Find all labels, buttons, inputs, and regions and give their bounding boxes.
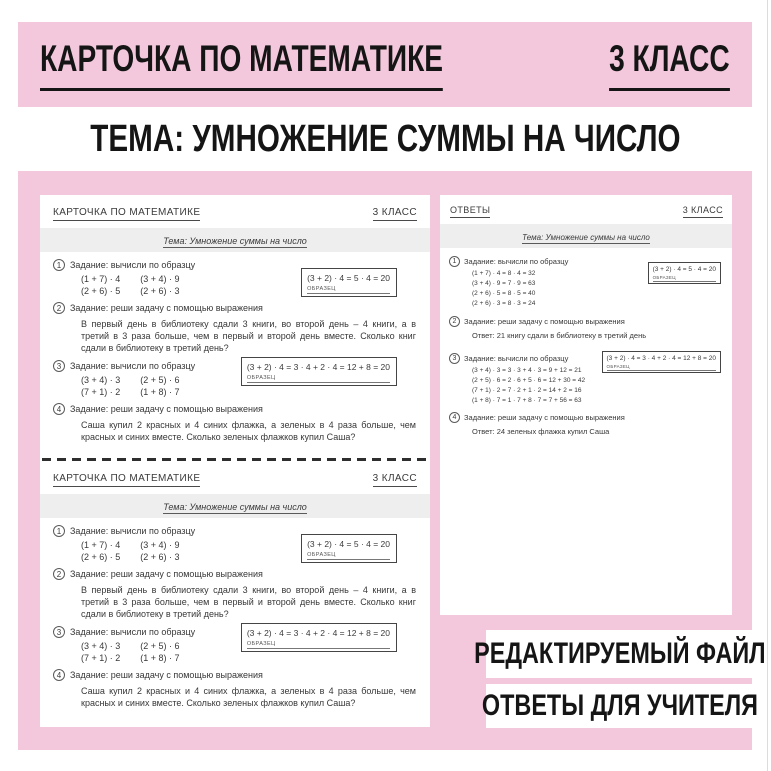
task-2-head [53, 302, 418, 314]
answer-line: (1 + 7) · 4 = 8 · 4 = 32 [472, 270, 536, 277]
example-label: ОБРАЗЕЦ [653, 275, 716, 282]
sheet-theme-band [40, 228, 430, 252]
task-4 [53, 403, 418, 443]
expression: (1 + 7) · 4 [81, 540, 121, 550]
theme-title: ТЕМА: УМНОЖЕНИЕ СУММЫ НА ЧИСЛО [90, 117, 681, 160]
task-number-badge: 2 [53, 568, 65, 580]
answer-line: (3 + 4) · 3 = 3 · 3 + 4 · 3 = 9 + 12 = 21 [472, 366, 582, 374]
task-label: Задание: реши задачу с помощью выражения [70, 303, 263, 313]
example-label: ОБРАЗЕЦ [307, 552, 390, 560]
task-number-badge: 3 [449, 353, 460, 364]
expression: (7 + 1) · 2 [81, 387, 121, 397]
right-edge-line [767, 0, 768, 771]
answer-text: Ответ: 24 зеленых флажка купил Саша [472, 427, 610, 436]
answer-task-3 [449, 353, 724, 406]
answers-title: ОТВЕТЫ [450, 205, 490, 218]
expression: (1 + 8) · 7 [140, 653, 180, 663]
example-box [241, 357, 397, 386]
answer-task-4-head [449, 412, 724, 423]
example-box [602, 351, 721, 373]
answer-text: Ответ: 21 книгу сдали в библиотеку в третий день [472, 330, 647, 340]
sheet-body [40, 518, 430, 709]
expression: (3 + 4) · 9 [140, 540, 180, 550]
example-expression: (3 + 2) · 4 = 3 · 4 + 2 · 4 = 12 + 8 = 20 [246, 362, 390, 372]
task-label: Задание: реши задачу с помощью выражения [70, 404, 263, 414]
worksheet-sheet-1 [40, 195, 430, 461]
example-expression: (3 + 2) · 4 = 3 · 4 + 2 · 4 = 12 + 8 = 20 [606, 354, 716, 362]
answer-task-1 [449, 256, 724, 309]
expression: (2 + 6) · 5 [81, 286, 121, 296]
example-box [301, 534, 397, 563]
expression: (2 + 5) · 6 [140, 641, 180, 651]
expression: (1 + 8) · 7 [140, 387, 180, 397]
expression: (1 + 7) · 4 [81, 274, 121, 284]
task-number-badge: 1 [449, 256, 460, 267]
worksheet-card [40, 195, 430, 727]
task-number-badge: 1 [53, 259, 65, 271]
task-label: Задание: вычисли по образцу [70, 526, 196, 536]
task-4 [53, 669, 418, 709]
answer-task-2 [449, 316, 724, 340]
task-label: Задание: вычисли по образцу [464, 353, 569, 363]
task-2-head [53, 568, 418, 580]
sheet-title: КАРТОЧКА ПО МАТЕМАТИКЕ [53, 207, 200, 221]
task-number-badge: 4 [53, 669, 65, 681]
task-1 [53, 525, 418, 562]
answers-header [440, 195, 732, 218]
teacher-answers-badge [481, 684, 758, 728]
task-label: Задание: реши задачу с помощью выражения [464, 413, 625, 422]
example-label: ОБРАЗЕЦ [307, 286, 390, 294]
sheet-body [40, 252, 430, 443]
example-expression: (3 + 2) · 4 = 5 · 4 = 20 [307, 539, 390, 549]
task-text: В первый день в библиотеку сдали 3 книги, во второй день – 4 книги, а в третий в 3 раза больше, чем в первый и второй день вместе. Сколько книг сдали в библиотеку в третий день? [81, 319, 416, 353]
sheet-theme-label: Тема: Умножение суммы на число [163, 236, 307, 246]
example-box [241, 623, 397, 652]
task-3 [53, 360, 418, 397]
teacher-answers-label: ОТВЕТЫ ДЛЯ УЧИТЕЛЯ [481, 689, 758, 722]
example-expression: (3 + 2) · 4 = 5 · 4 = 20 [307, 273, 390, 283]
task-4-head [53, 403, 418, 415]
sheet-title: КАРТОЧКА ПО МАТЕМАТИКЕ [53, 473, 200, 487]
sheet-grade: 3 КЛАСС [373, 207, 417, 221]
sheet-header [40, 461, 430, 487]
expression: (2 + 5) · 6 [140, 375, 180, 385]
task-text: Саша купил 2 красных и 4 синих флажка, а зеленых в 4 раза больше, чем красных и синих вместе. Сколько зеленых флажков купил Саша? [81, 686, 416, 708]
example-label: ОБРАЗЕЦ [247, 641, 390, 649]
task-number-badge: 4 [449, 412, 460, 423]
task-label: Задание: вычисли по образцу [70, 361, 196, 371]
answer-line: (2 + 6) · 3 = 8 · 3 = 24 [472, 300, 536, 307]
task-number-badge: 2 [53, 302, 65, 314]
task-text: В первый день в библиотеку сдали 3 книги, во второй день – 4 книги, а в третий в 3 раза больше, чем в первый и второй день вместе. Сколько книг сдали в библиотеку в третий день? [81, 585, 416, 619]
example-box [648, 262, 721, 284]
task-number-badge: 2 [449, 316, 460, 327]
answer-task-4 [449, 412, 724, 436]
answers-theme-label: Тема: Умножение суммы на число [522, 233, 650, 242]
sheet-theme-label: Тема: Умножение суммы на число [163, 502, 307, 512]
answer-line: (3 + 4) · 9 = 7 · 9 = 63 [472, 280, 536, 287]
answer-line: (2 + 5) · 6 = 2 · 6 + 5 · 6 = 12 + 30 = 42 [472, 376, 586, 384]
task-label: Задание: вычисли по образцу [70, 260, 196, 270]
page-title: КАРТОЧКА ПО МАТЕМАТИКЕ [40, 38, 443, 91]
expression: (3 + 4) · 3 [81, 375, 121, 385]
example-label: ОБРАЗЕЦ [607, 364, 716, 371]
example-expression: (3 + 2) · 4 = 5 · 4 = 20 [652, 266, 716, 273]
grade-label: 3 КЛАСС [609, 38, 730, 91]
theme-title-band [0, 107, 771, 171]
task-4-head [53, 669, 418, 681]
sheet-header [40, 195, 430, 221]
top-header-band [18, 22, 752, 107]
expression: (2 + 6) · 3 [140, 286, 180, 296]
task-1 [53, 259, 418, 296]
answers-body [440, 248, 732, 436]
task-label: Задание: вычисли по образцу [70, 627, 196, 637]
editable-file-badge [473, 630, 766, 678]
task-label: Задание: вычисли по образцу [464, 257, 569, 266]
expression: (7 + 1) · 2 [81, 653, 121, 663]
answer-task-2-head [449, 316, 724, 327]
example-label: ОБРАЗЕЦ [247, 375, 390, 383]
answers-grade: 3 КЛАСС [683, 205, 723, 218]
task-number-badge: 1 [53, 525, 65, 537]
answer-line: (7 + 1) · 2 = 7 · 2 + 1 · 2 = 14 + 2 = 16 [472, 386, 582, 394]
answers-card [440, 195, 732, 615]
task-number-badge: 3 [53, 360, 65, 372]
expression: (3 + 4) · 9 [140, 274, 180, 284]
sheet-grade: 3 КЛАСС [373, 473, 417, 487]
answer-line: (1 + 8) · 7 = 1 · 7 + 8 · 7 = 7 + 56 = 63 [472, 396, 582, 404]
task-2 [53, 568, 418, 620]
example-expression: (3 + 2) · 4 = 3 · 4 + 2 · 4 = 12 + 8 = 20 [246, 628, 390, 638]
task-2 [53, 302, 418, 354]
task-label: Задание: реши задачу с помощью выражения [464, 316, 625, 326]
expression: (2 + 6) · 5 [81, 552, 121, 562]
expression: (2 + 6) · 3 [140, 552, 180, 562]
worksheet-sheet-2 [40, 461, 430, 727]
task-3 [53, 626, 418, 663]
sheet-theme-band [40, 494, 430, 518]
expression: (3 + 4) · 3 [81, 641, 121, 651]
answer-line: (2 + 6) · 5 = 8 · 5 = 40 [472, 290, 536, 297]
answers-theme-band [440, 224, 732, 248]
editable-file-label: РЕДАКТИРУЕМЫЙ ФАЙЛ [473, 637, 766, 670]
example-box [301, 268, 397, 297]
task-label: Задание: реши задачу с помощью выражения [70, 670, 263, 680]
task-number-badge: 3 [53, 626, 65, 638]
task-number-badge: 4 [53, 403, 65, 415]
task-text: Саша купил 2 красных и 4 синих флажка, а зеленых в 4 раза больше, чем красных и синих вместе. Сколько зеленых флажков купил Саша? [81, 420, 416, 442]
cut-line-dashed [42, 458, 428, 461]
task-label: Задание: реши задачу с помощью выражения [70, 569, 263, 579]
